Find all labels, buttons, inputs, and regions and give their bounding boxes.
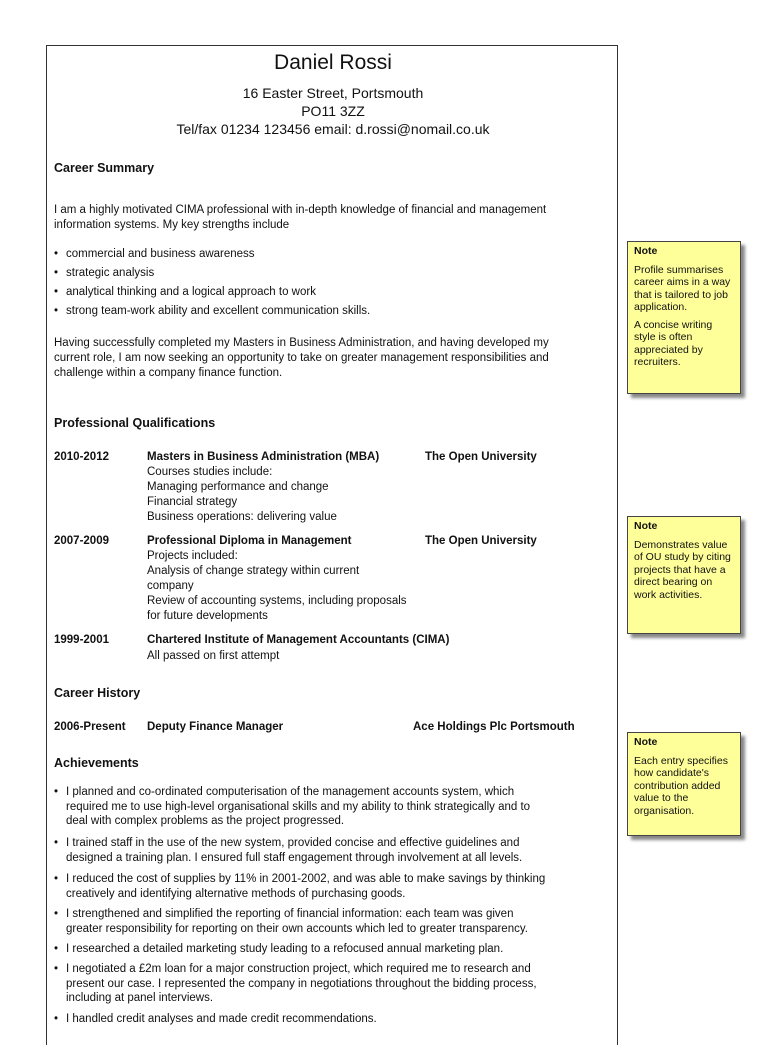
contact-line: Tel/fax 01234 123456 email: d.rossi@nomail.co.uk <box>176 121 490 137</box>
strength-item: • strategic analysis <box>54 266 609 281</box>
note-career-summary <box>627 241 741 394</box>
history-employer: Ace Holdings Plc Portsmouth <box>413 721 575 733</box>
achievement-item: • I negotiated a £2m loan for a major construction project, which required me to research and present our case. I represented the company in negotiations throughout the bidding process, including at panel interviews. <box>54 962 609 1006</box>
qualification-detail: Business operations: delivering value <box>147 511 337 523</box>
qualification-years: 2007-2009 <box>54 535 109 547</box>
qualification-title: Masters in Business Administration (MBA) <box>147 451 380 463</box>
qualification-detail: company <box>147 580 194 592</box>
qualification-detail: Analysis of change strategy within current <box>147 565 360 577</box>
qualification-detail: All passed on first attempt <box>147 650 280 662</box>
note-text: A concise writing style is often appreciated by recruiters. <box>634 318 713 368</box>
note-title: Note <box>634 245 658 257</box>
strength-item: • strong team-work ability and excellent communication skills. <box>54 304 609 319</box>
career-history-heading: Career History <box>54 686 141 700</box>
achievement-item: • I planned and co-ordinated computerisation of the management accounts system, which required me to use high-level organisational skills and my ability to think strategically and to deal with complex problems as the project progressed. <box>54 785 609 829</box>
cv-page <box>46 45 618 1045</box>
qualification-institution: The Open University <box>425 535 537 547</box>
summary-intro-line-2: information systems. My key strengths include <box>54 219 290 231</box>
achievement-item: • I reduced the cost of supplies by 11% in 2001-2002, and was able to make savings by thinking creatively and identifying alternative methods of purchasing goods. <box>54 872 609 901</box>
summary-closing-line-1: Having successfully completed my Masters in Business Administration, and having developed my <box>54 337 549 349</box>
qualification-institution: The Open University <box>425 451 537 463</box>
qualification-detail: for future developments <box>147 610 268 622</box>
qualification-years: 2010-2012 <box>54 451 109 463</box>
note-title: Note <box>634 520 658 532</box>
history-role: Deputy Finance Manager <box>147 721 284 733</box>
qualifications-heading: Professional Qualifications <box>54 416 216 430</box>
achievements-heading: Achievements <box>54 756 139 770</box>
summary-closing-line-3: challenge within a company finance function. <box>54 367 283 379</box>
strength-item: • commercial and business awareness <box>54 247 609 262</box>
summary-intro-line-1: I am a highly motivated CIMA professional with in-depth knowledge of financial and management <box>54 204 547 216</box>
summary-closing-line-2: current role, I am now seeking an opportunity to take on greater management responsibilities and <box>54 352 549 364</box>
qualification-years: 1999-2001 <box>54 634 109 646</box>
strength-item: • analytical thinking and a logical approach to work <box>54 285 609 300</box>
achievement-item: • I researched a detailed marketing study leading to a refocused annual marketing plan. <box>54 942 609 957</box>
note-text: Demonstrates value of OU study by citing projects that have a direct bearing on work activities. <box>634 538 731 601</box>
candidate-name: Daniel Rossi <box>274 51 392 74</box>
qualification-detail: Financial strategy <box>147 496 238 508</box>
qualification-detail: Review of accounting systems, including proposals <box>147 595 407 607</box>
qualification-title: Chartered Institute of Management Accountants (CIMA) <box>147 634 450 646</box>
qualification-detail: Courses studies include: <box>147 466 273 478</box>
qualification-detail: Projects included: <box>147 550 238 562</box>
note-text: Each entry specifies how candidate's contribution added value to the organisation. <box>634 754 728 817</box>
note-text: Profile summarises career aims in a way that is tailored to job application. <box>634 263 731 313</box>
address-line-2: PO11 3ZZ <box>301 103 365 119</box>
achievement-item: • I handled credit analyses and made credit recommendations. <box>54 1012 609 1027</box>
note-achievements <box>627 732 741 836</box>
achievement-item: • I strengthened and simplified the reporting of financial information: each team was given greater responsibility for reporting on their own accounts which led to greater transparency. <box>54 907 609 936</box>
qualification-title: Professional Diploma in Management <box>147 535 352 547</box>
note-title: Note <box>634 736 658 748</box>
career-summary-heading: Career Summary <box>54 161 155 175</box>
qualification-detail: Managing performance and change <box>147 481 329 493</box>
note-qualifications <box>627 516 741 634</box>
history-period: 2006-Present <box>54 721 126 733</box>
address-line-1: 16 Easter Street, Portsmouth <box>242 85 424 101</box>
achievement-item: • I trained staff in the use of the new system, provided concise and effective guidelines and designed a training plan. I ensured full staff engagement through involvement at all levels. <box>54 836 609 865</box>
